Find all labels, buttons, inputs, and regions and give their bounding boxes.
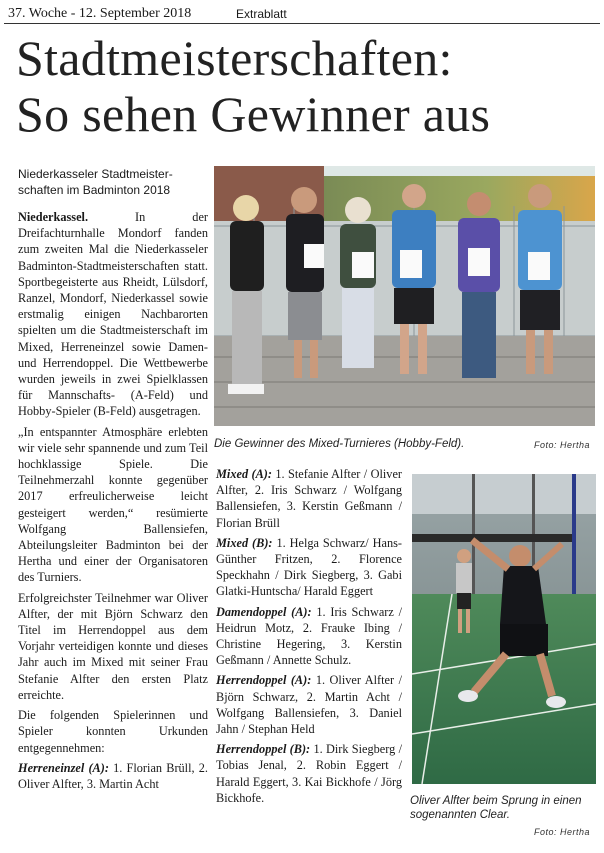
paragraph-2: „In entspannter Atmosphäre erlebten wir viele sehr spannende und zum Teil hochklassige Spiele. Die Teilnehmerzahl konnte gegenüber 2017 erfreulicherweise leicht gesteigert werden,“ resümierte Wolfgang Ballensiefen, Abteilungsleiter Badminton bei der Hertha und einer der Organisatoren des Turniers. — [18, 424, 208, 585]
result-text: 1. Stefanie Alfter / Oliver Alfter, 2. Iris Schwarz / Wolfgang Ballensiefen, 3. Kerstin Geßmann / Florian Brüll — [216, 467, 403, 530]
dateline: Niederkassel. — [18, 210, 89, 224]
article-column-2 — [216, 466, 402, 810]
photo1-credit: Foto: Hertha — [534, 440, 591, 450]
result-text: 1. Oliver Alfter / Björn Schwarz, 2. Martin Acht / Wolfgang Ballensiefen, 3. Daniel Jahn / Stephan Held — [216, 673, 402, 737]
result-text: 1. Helga Schwarz/ Hans-Günther Fritzen, 2. Florence Speckhahn / Dirk Siegberg, 3. Gabi Glatki-Huntscha/ Harald Eggert — [216, 535, 402, 599]
photo1-caption: Die Gewinner des Mixed-Turnieres (Hobby-Feld). — [214, 438, 465, 450]
result-text: 1. Florian Brüll, 2. Oliver Alfter, 3. Martin Acht — [18, 760, 208, 791]
page-header — [4, 3, 600, 24]
result-label: Herrendoppel (A): — [216, 673, 312, 688]
paragraph-3: Erfolgreichster Teilnehmer war Oliver Alfter, der mit Björn Schwarz den Titel im Herrendoppel aus dem Vorjahr verteidigen konnte und dieses Jahr auch im Mixed mit seiner Frau Stefanie Alfter den ersten Platz erreichte. — [18, 590, 208, 702]
headline-line-2: So sehen Gewinner aus — [16, 86, 491, 142]
result-label: Mixed (B): — [216, 535, 273, 550]
result-label: Damendoppel (A): — [216, 604, 312, 619]
article-column-1 — [18, 209, 208, 796]
subheading: Niederkasseler Stadtmeister-schaften im Badminton 2018 — [18, 167, 173, 197]
section-label: Extrablatt — [236, 7, 287, 21]
winners-photo — [214, 166, 595, 426]
result-label: Herreneinzel (A): — [18, 760, 109, 775]
photo2-credit: Foto: Hertha — [534, 827, 591, 837]
issue-date: 37. Woche - 12. September 2018 — [8, 6, 192, 21]
result-text: 1. Iris Schwarz / Heidrun Motz, 2. Frauke Ibing / Christine Hegering, 3. Kerstin Geßmann / Annette Schulz. — [216, 604, 403, 668]
article-headline — [16, 30, 596, 142]
photo2-caption: Oliver Alfter beim Sprung in einen sogenannten Clear. — [410, 795, 582, 821]
result-label: Mixed (A): — [216, 467, 272, 481]
paragraph-1: In der Dreifachturnhalle Mondorf fanden zum zweiten Mal die Niederkasseler Badminton-Stadtmeisterschaften statt. Sportbegeisterte aus Rheidt, Lülsdorf, Ranzel, Mondorf, Niederkassel sowie erstmalig einigen Nachbarorten spielten um die Stadtmeisterschaft im Mixed, Herreneinzel sowie Damen- und Herrendoppel. Die Wettbewerbe wurden jeweils in zwei Spielklassen für Mannschafts- (A-Feld) und Hobby-Spieler (B-Feld) ausgetragen. — [18, 210, 208, 419]
headline-line-1: Stadtmeisterschaften: — [16, 30, 453, 86]
result-text: 1. Dirk Siegberg / Tobias Jenal, 2. Robin Eggert / Harald Eggert, 3. Kai Bickhofe / Jörg Bickhofe. — [216, 742, 402, 805]
result-label: Herrendoppel (B): — [216, 742, 311, 757]
paragraph-4: Die folgenden Spielerinnen und Spieler konnten Urkunden entgegennehmen: — [18, 708, 208, 755]
player-photo — [412, 474, 596, 784]
